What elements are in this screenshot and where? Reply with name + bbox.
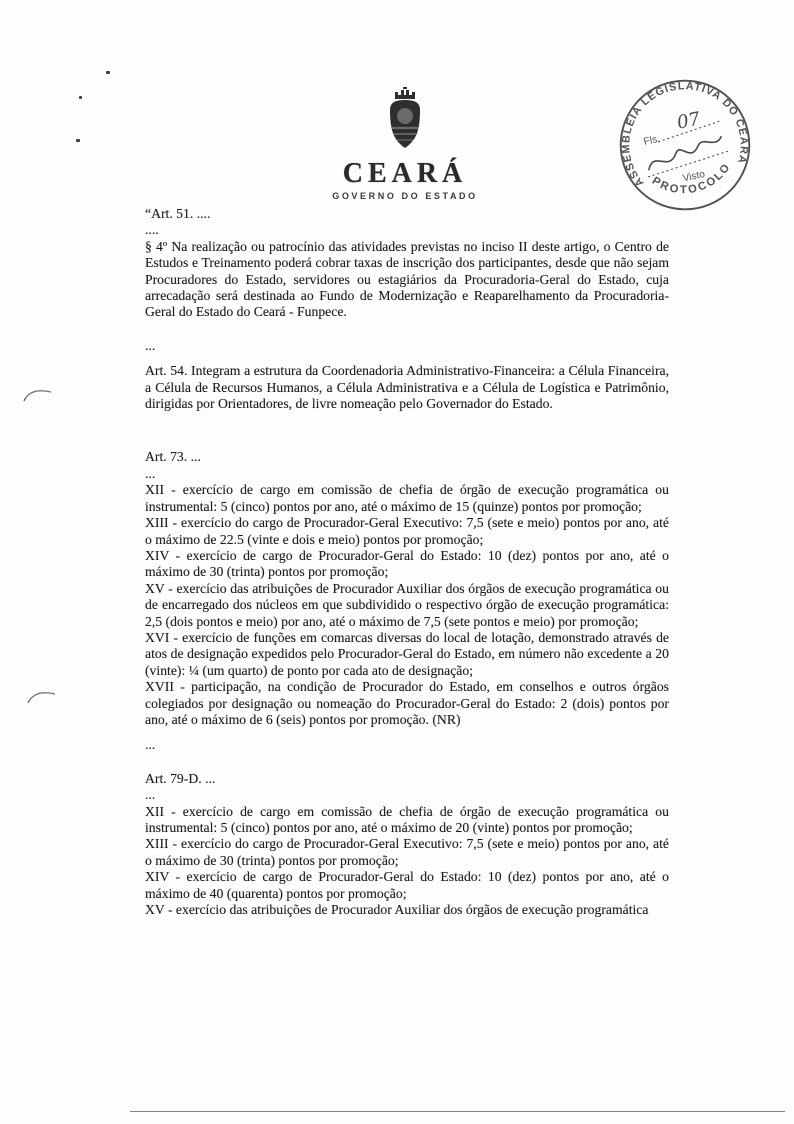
logo-title: CEARÁ [342,158,468,189]
document-paragraph: ... [145,737,156,753]
document-paragraph: Art. 54. Integram a estrutura da Coordenadoria Administrativo-Financeira: a Célula Financeira, a Célula de Recursos Humanos, a Célula Administrativa e a Célula de Logística e Patrimônio, dirigidas por Orientadores, de livre nomeação pelo Governador do Estado. [145,363,669,412]
document-paragraph: XII - exercício de cargo em comissão de chefia de órgão de execução programática ou instrumental: 5 (cinco) pontos por ano, até o máximo de 15 (quinze) pontos por promoção; [145,482,669,514]
document-paragraph: .... [145,222,159,238]
header-logo [330,86,480,201]
document-paragraph: XIII - exercício do cargo de Procurador-Geral Executivo: 7,5 (sete e meio) pontos por ano, até o máximo de 30 (trinta) pontos por promoção; [145,836,669,868]
pen-mark [22,388,54,404]
document-paragraph: “Art. 51. .... [145,206,211,221]
document-paragraph: Art. 73. ... [145,449,201,465]
document-paragraph: XV - exercício das atribuições de Procurador Auxiliar dos órgãos de execução programática ou de encarregado dos núcleos em que subdividido o respectivo órgão de execução programática: 2,5 (dois pontos e meio) por ano, até o máximo de 7,5 (sete pontos e meio) por promoção; [145,580,669,629]
document-paragraph: XII - exercício de cargo em comissão de chefia de órgão de execução programática ou instrumental: 5 (cinco) pontos por ano, até o máximo de 20 (vinte) pontos por promoção; [145,803,669,835]
stamp-fls-label: Fls. [642,133,662,148]
scan-speck [106,71,110,74]
document-body [145,206,669,918]
document-paragraph: XIII - exercício do cargo de Procurador-Geral Executivo: 7,5 (sete e meio) pontos por ano, até o máximo de 22.5 (vinte e dois e meio) pontos por promoção; [145,515,669,547]
stamp-fls-value: 07 [675,108,703,134]
document-paragraph: ... [145,465,156,481]
stamp-protocol-text: PROTOCOLO [649,160,734,197]
document-paragraph: Art. 79-D. ... [145,770,216,786]
state-emblem-icon [377,86,433,158]
document-paragraph: § 4º Na realização ou patrocínio das atividades previstas no inciso II deste artigo, o Centro de Estudos e Treinamento poderá cobrar taxas de inscrição dos participantes, desde que não sejam Procuradores do Estado, servidores ou estagiários da Procuradoria-Geral do Estado, cuja arrecadação será destinada ao Fundo de Modernização e Reaparelhamento da Procuradoria-Geral do Estado do Ceará - Funpece. [145,238,669,320]
document-paragraph: XIV - exercício de cargo de Procurador-Geral do Estado: 10 (dez) pontos por ano, até o máximo de 30 (trinta) pontos por promoção; [145,547,669,580]
scan-speck [79,96,82,99]
scan-speck [76,139,80,142]
logo-subtitle: GOVERNO DO ESTADO [332,191,478,201]
stamp-ring-text: ASSEMBLEIA LEGISLATIVA DO CEARÁ [620,80,750,189]
document-paragraph: XIV - exercício de cargo de Procurador-Geral do Estado: 10 (dez) pontos por ano, até o máximo de 40 (quarenta) pontos por promoção; [145,869,669,901]
document-paragraph: ... [145,787,156,803]
bottom-scan-line [130,1111,785,1112]
stamp-visto-label: Visto [681,168,707,185]
document-paragraph: XVI - exercício de funções em comarcas diversas do local de lotação, demonstrado através de atos de designação expedidos pelo Procurador-Geral do Estado, em número não excedente a 20 (vinte): ¼ (um quarto) de ponto por cada ato de designação; [145,629,669,678]
document-paragraph: ... [145,337,156,353]
pen-mark [26,690,58,706]
document-paragraph: XV - exercício das atribuições de Procurador Auxiliar dos órgãos de execução programática [145,902,649,918]
document-paragraph: XVII - participação, na condição de Procurador do Estado, em conselhos e outros órgãos colegiados por designação ou nomeação do Procurador-Geral do Estado: 2 (dois) pontos por ano, até o máximo de 6 (seis) pontos por promoção. (NR) [145,679,669,727]
